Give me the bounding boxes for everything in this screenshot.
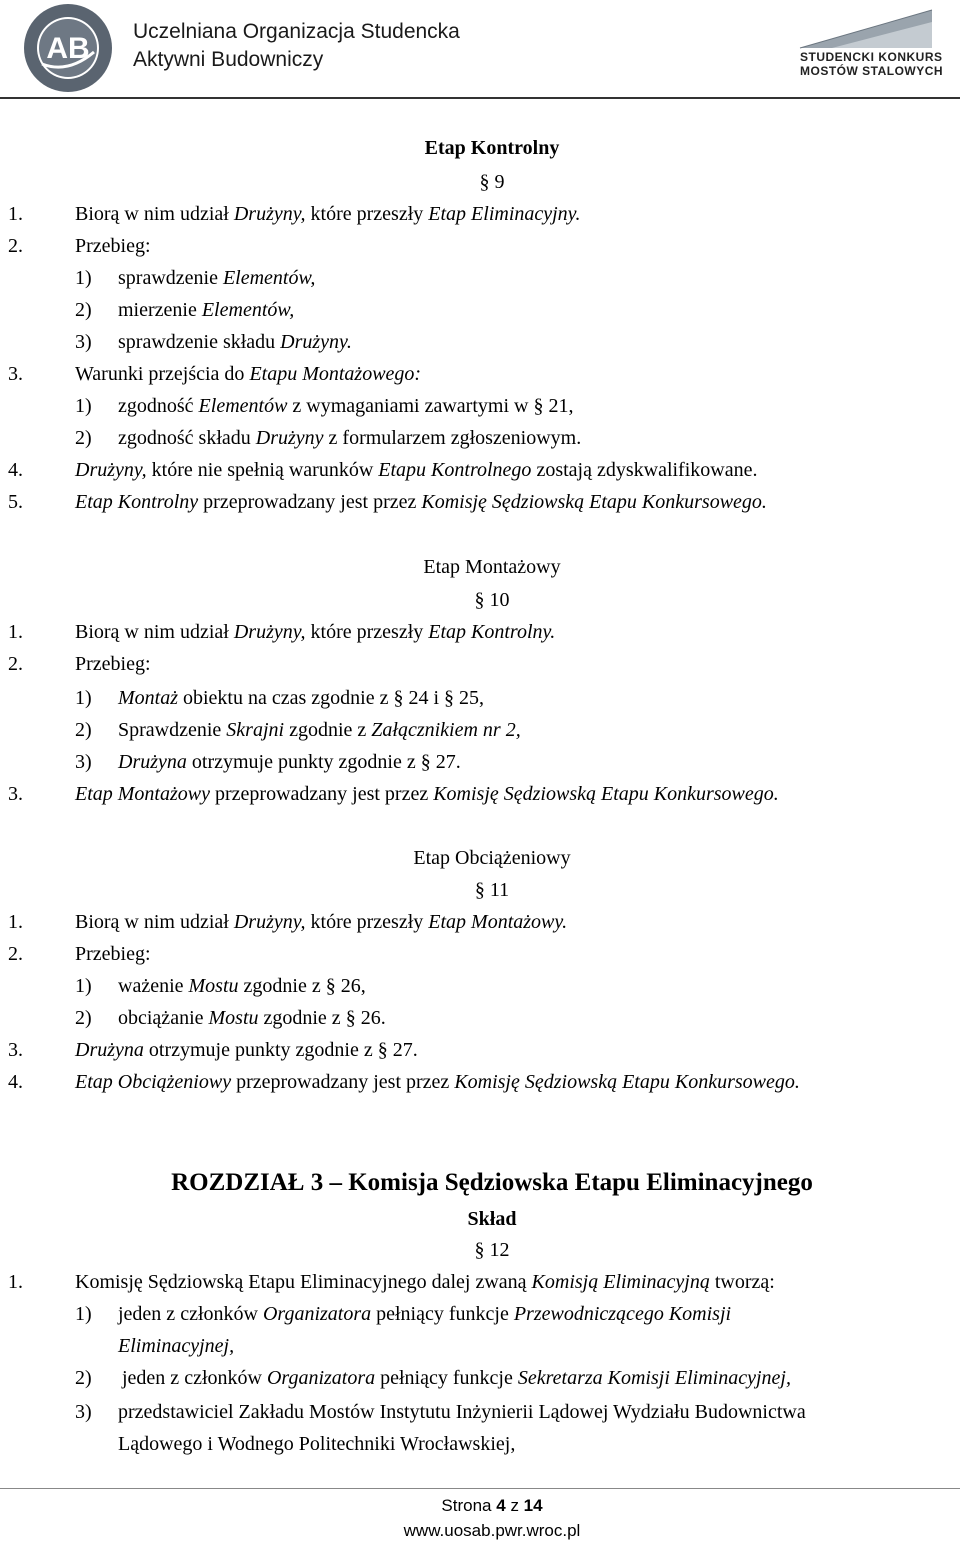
sublist-number: 1) — [75, 687, 92, 709]
footer-divider — [0, 1488, 960, 1489]
list-number: 2. — [8, 653, 23, 675]
sublist-item: jeden z członków Organizatora pełniący funkcje Przewodniczącego Komisji — [118, 1303, 732, 1325]
organization-name-line1: Uczelniana Organizacja Studencka — [133, 20, 460, 43]
list-item: Biorą w nim udział Drużyny, które przeszły Etap Kontrolny. — [75, 621, 556, 643]
section-title-kontrolny: Etap Kontrolny — [424, 137, 560, 159]
sublist-number: 3) — [75, 331, 92, 353]
sublist-number: 1) — [75, 975, 92, 997]
organization-name-line2: Aktywni Budowniczy — [133, 48, 324, 71]
sublist-item: Montaż obiektu na czas zgodnie z § 24 i § 25, — [118, 687, 485, 709]
sublist-item: zgodność składu Drużyny z formularzem zgłoszeniowym. — [118, 427, 582, 449]
sublist-number: 1) — [75, 1303, 92, 1325]
sublist-item: sprawdzenie składu Drużyny. — [118, 331, 352, 353]
sublist-number: 3) — [75, 751, 92, 773]
sublist-item: obciążanie Mostu zgodnie z § 26. — [118, 1007, 386, 1029]
sublist-number: 3) — [75, 1401, 92, 1423]
list-item: Etap Kontrolny przeprowadzany jest przez Komisję Sędziowską Etapu Konkursowego. — [75, 491, 767, 513]
competition-name-line2: MOSTÓW STALOWYCH — [800, 64, 944, 78]
list-item: Etap Montażowy przeprowadzany jest przez Komisję Sędziowską Etapu Konkursowego. — [75, 783, 779, 805]
svg-text:AB: AB — [46, 32, 90, 65]
list-number: 5. — [8, 491, 23, 513]
list-item: Drużyny, które nie spełnią warunków Etapu Kontrolnego zostają zdyskwalifikowane. — [75, 459, 758, 481]
sublist-number: 2) — [75, 427, 92, 449]
page-number — [0, 1495, 960, 1517]
sublist-number: 2) — [75, 719, 92, 741]
page-separator: z — [510, 1496, 519, 1515]
sublist-number: 1) — [75, 267, 92, 289]
paragraph-number-12: § 12 — [474, 1239, 510, 1261]
section-title-obciazeniowy: Etap Obciążeniowy — [413, 847, 571, 869]
list-number: 2. — [8, 943, 23, 965]
sublist-number: 2) — [75, 299, 92, 321]
paragraph-number-10: § 10 — [474, 589, 510, 611]
chapter-title: ROZDZIAŁ 3 – Komisja Sędziowska Etapu Eliminacyjnego — [171, 1169, 813, 1196]
list-item: Etap Obciążeniowy przeprowadzany jest przez Komisję Sędziowską Etapu Konkursowego. — [75, 1071, 800, 1093]
page-header — [0, 0, 960, 100]
list-number: 3. — [8, 783, 23, 805]
list-number: 4. — [8, 1071, 23, 1093]
paragraph-number-9: § 9 — [479, 171, 505, 193]
sublist-item: ważenie Mostu zgodnie z § 26, — [118, 975, 366, 997]
sublist-item: Sprawdzenie Skrajni zgodnie z Załącznikiem nr 2, — [118, 719, 521, 741]
sublist-item: sprawdzenie Elementów, — [118, 267, 316, 289]
list-item: Biorą w nim udział Drużyny, które przeszły Etap Montażowy. — [75, 911, 568, 933]
sublist-number: 1) — [75, 395, 92, 417]
list-number: 3. — [8, 1039, 23, 1061]
uosab-logo — [22, 2, 114, 94]
sublist-item-continuation: Eliminacyjnej, — [118, 1335, 235, 1357]
list-item: Komisję Sędziowską Etapu Eliminacyjnego dalej zwaną Komisją Eliminacyjną tworzą: — [75, 1271, 775, 1293]
list-item: Przebieg: — [75, 235, 151, 257]
list-number: 1. — [8, 911, 23, 933]
organization-name — [133, 18, 460, 74]
sublist-item: przedstawiciel Zakładu Mostów Instytutu Inżynierii Lądowej Wydziału Budownictwa — [118, 1401, 806, 1423]
sublist-item: zgodność Elementów z wymaganiami zawartymi w § 21, — [118, 395, 574, 417]
sublist-number: 2) — [75, 1367, 92, 1389]
list-item: Przebieg: — [75, 943, 151, 965]
list-number: 1. — [8, 621, 23, 643]
list-number: 1. — [8, 203, 23, 225]
sublist-item: Drużyna otrzymuje punkty zgodnie z § 27. — [118, 751, 461, 773]
list-number: 1. — [8, 1271, 23, 1293]
list-item: Warunki przejścia do Etapu Montażowego: — [75, 363, 422, 385]
section-title-montazowy: Etap Montażowy — [423, 556, 561, 578]
competition-name-line1: STUDENCKI KONKURS — [800, 50, 943, 64]
header-divider — [0, 97, 960, 99]
competition-name — [800, 50, 943, 78]
sublist-item: jeden z członków Organizatora pełniący funkcje Sekretarza Komisji Eliminacyjnej, — [122, 1367, 791, 1389]
page-current: 4 — [496, 1496, 506, 1515]
sublist-item-continuation: Lądowego i Wodnego Politechniki Wrocławskiej, — [118, 1433, 516, 1455]
list-item: Przebieg: — [75, 653, 151, 675]
list-number: 2. — [8, 235, 23, 257]
footer-url[interactable]: www.uosab.pwr.wroc.pl — [403, 1521, 581, 1540]
list-item: Drużyna otrzymuje punkty zgodnie z § 27. — [75, 1039, 418, 1061]
page-prefix: Strona — [441, 1496, 492, 1515]
list-item: Biorą w nim udział Drużyny, które przeszły Etap Eliminacyjny. — [75, 203, 581, 225]
list-number: 4. — [8, 459, 23, 481]
page-total: 14 — [523, 1496, 543, 1515]
list-number: 3. — [8, 363, 23, 385]
sublist-item: mierzenie Elementów, — [118, 299, 295, 321]
sublist-number: 2) — [75, 1007, 92, 1029]
chapter-subtitle: Skład — [467, 1208, 517, 1230]
paragraph-number-11: § 11 — [474, 879, 510, 901]
